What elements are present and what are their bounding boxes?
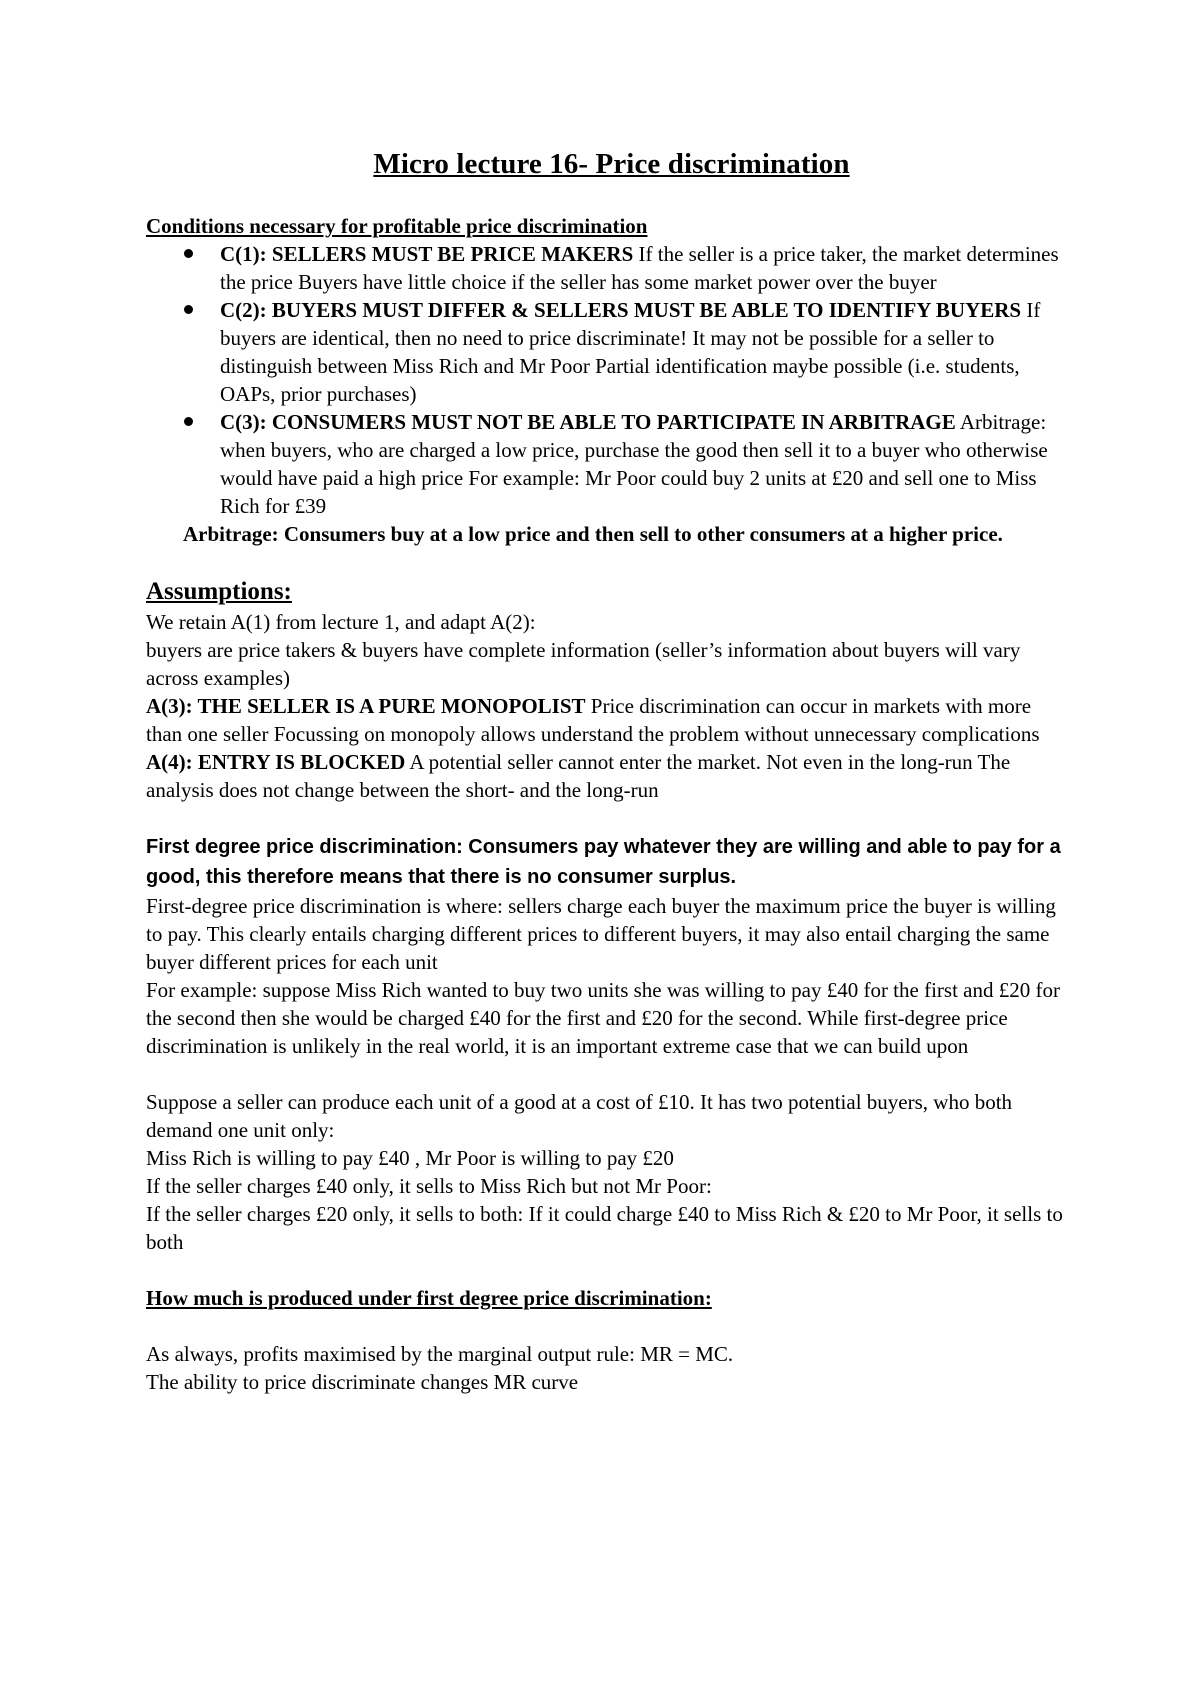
assumptions-heading: Assumptions:: [146, 578, 292, 605]
example-line-3: If the seller charges £40 only, it sells to Miss Rich but not Mr Poor:: [146, 1174, 712, 1198]
condition-item-1: [146, 240, 1071, 296]
assumption-a4-label: A(4): ENTRY IS BLOCKED: [146, 750, 406, 774]
bullet-icon: [184, 417, 193, 426]
assumption-a3-text: Price discrimination can occur in markets with more than one seller Focussing on monopoly allows understand the problem without unnecessary complications: [146, 694, 1040, 746]
assumption-a4-text: A potential seller cannot enter the market. Not even in the long-run The analysis does not change between the short- and the long-run: [146, 750, 1011, 802]
production-heading: How much is produced under first degree price discrimination:: [146, 1286, 712, 1310]
condition-label: C(2): BUYERS MUST DIFFER & SELLERS MUST BE ABLE TO IDENTIFY BUYERS: [220, 298, 1022, 322]
assumption-a3-label: A(3): THE SELLER IS A PURE MONOPOLIST: [146, 694, 586, 718]
bullet-icon: [184, 249, 193, 258]
condition-label: C(3): CONSUMERS MUST NOT BE ABLE TO PARTICIPATE IN ARBITRAGE: [220, 410, 956, 434]
first-degree-para-2: For example: suppose Miss Rich wanted to buy two units she was willing to pay £40 for the first and £20 for the second then she would be charged £40 for the first and £20 for the second. While first-degree price discrimination is unlikely in the real world, it is an important extreme case that we can build upon: [146, 978, 1060, 1058]
condition-item-2: [146, 296, 1071, 408]
assumption-a4: [146, 748, 1071, 804]
arbitrage-note-text: Arbitrage: Consumers buy at a low price and then sell to other consumers at a higher price.: [183, 522, 1003, 546]
condition-item-3: [146, 408, 1071, 520]
document-body: [146, 146, 1071, 1396]
assumptions-line-1: We retain A(1) from lecture 1, and adapt A(2):: [146, 610, 536, 634]
condition-text: If the seller is a price taker, the market determines the price Buyers have little choice if the seller has some market power over the buyer: [220, 242, 1059, 294]
production-line-1: As always, profits maximised by the marginal output rule: MR = MC.: [146, 1342, 734, 1366]
conditions-list: [146, 240, 1071, 520]
condition-text: If buyers are identical, then no need to price discriminate! It may not be possible for a seller to distinguish between Miss Rich and Mr Poor Partial identification maybe possible (i.e. students, OAPs, prior purchases): [220, 298, 1041, 406]
example-line-2: Miss Rich is willing to pay £40 , Mr Poor is willing to pay £20: [146, 1146, 674, 1170]
bullet-icon: [184, 305, 193, 314]
assumption-a3: [146, 692, 1071, 748]
first-degree-heading: First degree price discrimination: Consumers pay whatever they are willing and able to pay for a good, this therefore means that there is no consumer surplus.: [146, 836, 1061, 888]
condition-text: Arbitrage: when buyers, who are charged a low price, purchase the good then sell it to a buyer who otherwise would have paid a high price For example: Mr Poor could buy 2 units at £20 and sell one to Miss Rich for £39: [220, 410, 1048, 518]
condition-label: C(1): SELLERS MUST BE PRICE MAKERS: [220, 242, 634, 266]
example-line-1: Suppose a seller can produce each unit of a good at a cost of £10. It has two potential buyers, who both demand one unit only:: [146, 1090, 1013, 1142]
conditions-heading: Conditions necessary for profitable price discrimination: [146, 214, 648, 238]
page-title: Micro lecture 16- Price discrimination: [373, 148, 850, 180]
example-line-4: If the seller charges £20 only, it sells to both: If it could charge £40 to Miss Rich & £20 to Mr Poor, it sells to both: [146, 1202, 1063, 1254]
production-line-2: The ability to price discriminate changes MR curve: [146, 1370, 579, 1394]
first-degree-para-1: First-degree price discrimination is where: sellers charge each buyer the maximum price the buyer is willing to pay. This clearly entails charging different prices to different buyers, it may also entail charging the same buyer different prices for each unit: [146, 894, 1056, 974]
arbitrage-note: [146, 520, 1071, 548]
assumptions-line-2: buyers are price takers & buyers have complete information (seller’s information about buyers will vary across examples): [146, 638, 1021, 690]
